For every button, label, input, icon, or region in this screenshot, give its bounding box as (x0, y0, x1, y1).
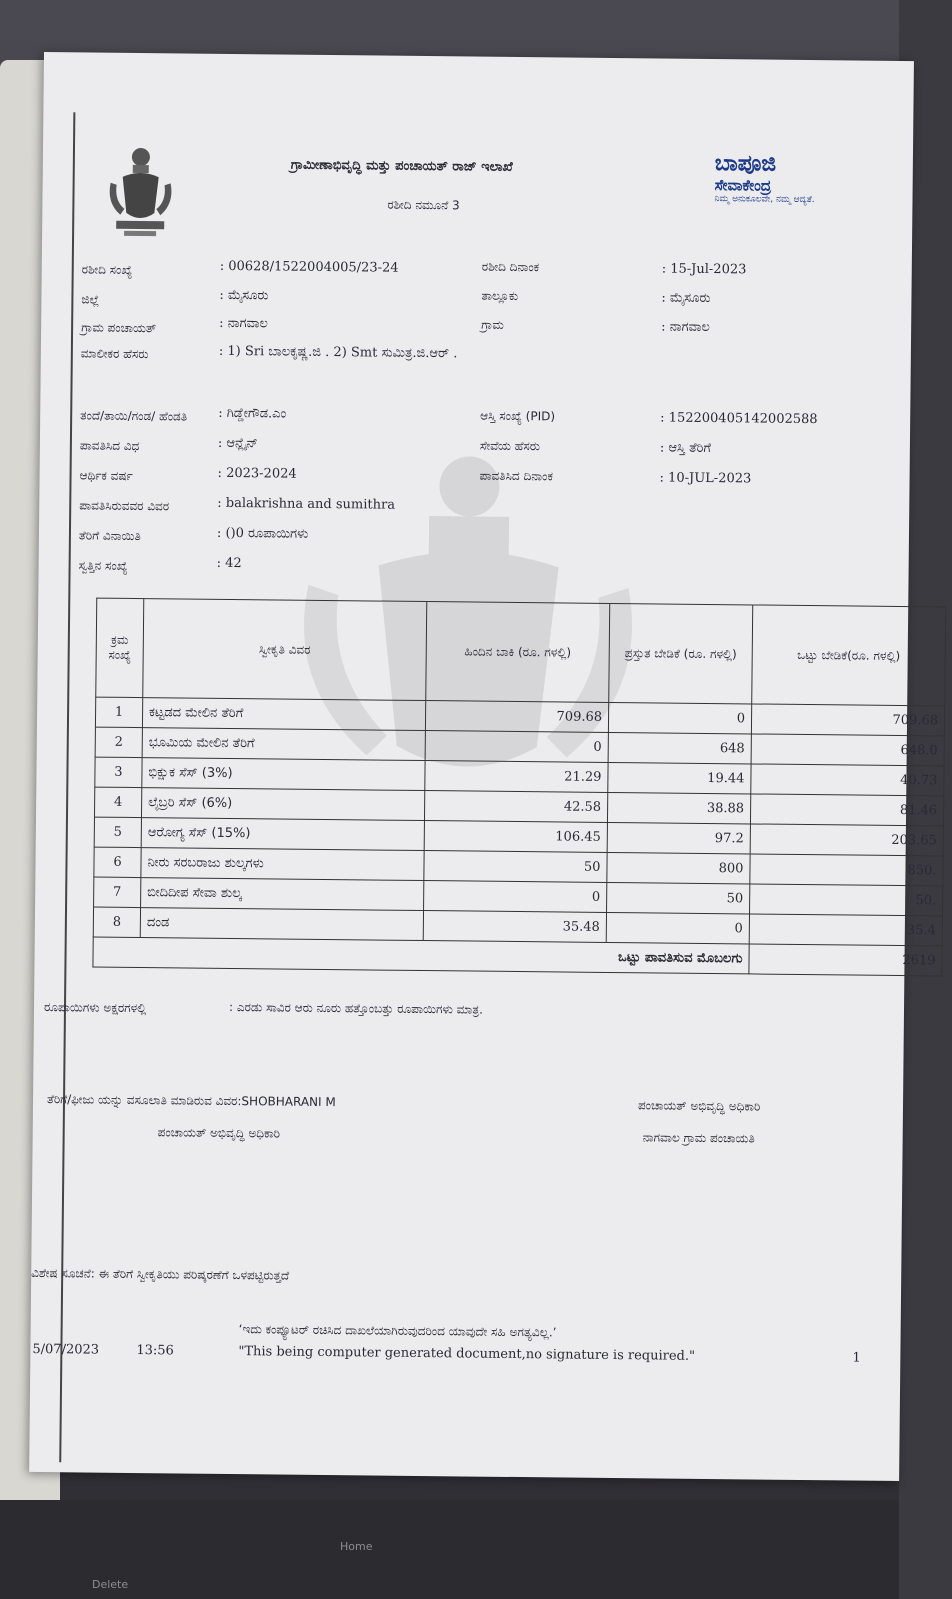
col-desc-header: ಸ್ವೀಕೃತಿ ವಿವರ (143, 599, 427, 701)
row-total: 81.46 (750, 794, 943, 826)
row-sl: 4 (94, 787, 141, 817)
village: : ನಾಗವಾಲ (661, 319, 710, 335)
row-curr: 800 (607, 852, 750, 883)
row-desc: ನೀರು ಸರಬರಾಜು ಶುಲ್ಕಗಳು (141, 848, 424, 881)
row-total: 40.73 (751, 764, 944, 796)
exemption-label: ತೆರಿಗೆ ವಿನಾಯಿತಿ (78, 528, 141, 544)
service-label: ಸೇವೆಯ ಹೆಸರು (479, 438, 541, 454)
row-prev: 50 (424, 851, 607, 883)
exemption: : ()0 ರೂಪಾಯಿಗಳು (216, 525, 309, 542)
property-no-label: ಸ್ವತ್ತಿನ ಸಂಖ್ಯೆ (78, 558, 128, 573)
row-prev: 35.48 (423, 911, 606, 943)
row-desc: ಭೂಮಿಯ ಮೇಲಿನ ತೆರಿಗೆ (142, 728, 425, 761)
pid: : 152200405142002588 (660, 410, 818, 428)
row-desc: ಆರೋಗ್ಯ ಸೆಸ್ (15%) (141, 818, 424, 851)
row-curr: 97.2 (607, 822, 750, 853)
payment-mode: : ಆನ್ಲೈನ್ (217, 435, 259, 452)
receipt-no: : 00628/1522004005/23-24 (219, 258, 399, 276)
col-curr-header: ಪ್ರಸ್ತುತ ಬೇಡಿಕೆ (ರೂ. ಗಳಲ್ಲಿ) (609, 603, 753, 703)
owner: : 1) Sri ಬಾಲಕೃಷ್ಣ.ಜಿ . 2) Smt ಸುಮಿತ್ರ.ಜಿ.ಆರ್ . (218, 343, 458, 362)
row-prev: 106.45 (424, 821, 607, 853)
col-sl-header: ಕ್ರಮ ಸಂಖ್ಯೆ (96, 598, 144, 697)
collector-details: ತೆರಿಗೆ/ಫೀಜು ಯನ್ನು ವಸೂಲಾತಿ ಮಾಡಿರುವ ವಿವರ:SHOBHARANI M (46, 1092, 336, 1110)
form-title: ರಶೀದಿ ನಮೂನೆ 3 (387, 197, 460, 213)
gp-label: ಗ್ರಾಮ ಪಂಚಾಯತ್ (81, 320, 157, 336)
print-time: 13:56 (136, 1343, 174, 1359)
table-header-row (96, 598, 946, 706)
kannada-disclaimer: ‘ಇದು ಕಂಪ್ಯೂಟರ್ ರಚಿಸಿದ ದಾಖಲೆಯಾಗಿರುವುದರಿಂದ ಯಾವುದೇ ಸಹಿ ಅಗತ್ಯವಿಲ್ಲ.’ (238, 1322, 557, 1340)
row-desc: ಕಟ್ಟಡದ ಮೇಲಿನ ತೆರಿಗೆ (142, 698, 425, 731)
row-total: 709.68 (751, 704, 944, 736)
row-prev: 709.68 (425, 701, 608, 733)
row-sl: 8 (93, 907, 140, 937)
receipt-paper (29, 52, 939, 1481)
state-emblem-icon (102, 143, 179, 244)
fin-year-label: ಆರ್ಥಿಕ ವರ್ಷ (79, 468, 133, 483)
officer-role: ಪಂಚಾಯತ್ ಅಭಿವೃದ್ಧಿ ಅಧಿಕಾರಿ (637, 1098, 761, 1114)
gp: : ನಾಗವಾಲ (219, 315, 268, 332)
officer-office: ನಾಗವಾಲ ಗ್ರಾಮ ಪಂಚಾಯತಿ (642, 1130, 755, 1146)
print-date: 5/07/2023 (32, 1341, 100, 1358)
amount-words: : ಎರಡು ಸಾವಿರ ಆರು ನೂರು ಹತ್ತೊಂಬತ್ತು ರೂಪಾಯಿಗಳು ಮಾತ್ರ. (228, 999, 484, 1017)
row-total: 648.0 (751, 734, 944, 766)
father: : ಗಿಡ್ಡೇಗೌಡ.ಎಂ (218, 405, 287, 422)
district-label: ಜಿಲ್ಲೆ (81, 292, 100, 307)
key-home: Home (340, 1540, 373, 1553)
page-number: 1 (852, 1350, 861, 1366)
col-total-header: ಒಟ್ಟು ಬೇಡಿಕೆ(ರೂ. ಗಳಲ್ಲಿ) (752, 605, 946, 706)
row-total: 203.65 (750, 824, 943, 856)
department-title: ಗ್ರಾಮೀಣಾಭಿವೃದ್ಧಿ ಮತ್ತು ಪಂಚಾಯತ್ ರಾಜ್ ಇಲಾಖೆ (290, 157, 513, 175)
row-prev: 21.29 (425, 761, 608, 793)
paid-date-label: ಪಾವತಿಸಿದ ದಿನಾಂಕ (479, 468, 553, 484)
row-total: 35.4 (749, 914, 942, 946)
paid-date: : 10-JUL-2023 (659, 470, 752, 487)
row-prev: 0 (425, 731, 608, 763)
payer: : balakrishna and sumithra (217, 495, 396, 513)
row-curr: 0 (608, 702, 751, 733)
row-desc: ಭಿಕ್ಷುಕ ಸೆಸ್ (3%) (142, 758, 425, 791)
special-note: ವಿಶೇಷ ಸೂಚನೆ: ಈ ತೆರಿಗೆ ಸ್ವೀಕೃತಿಯು ಪರಿಷ್ಕರಣೆಗೆ ಒಳಪಟ್ಟಿರುತ್ತದೆ (31, 1265, 290, 1283)
tax-table (92, 598, 946, 977)
service: : ಆಸ್ತಿ ತೆರಿಗೆ (659, 440, 712, 457)
key-delete: Delete (92, 1578, 129, 1591)
village-label: ಗ್ರಾಮ (481, 317, 504, 332)
brand-tagline: ನಿಮ್ಮ ಅನುಕೂಲವೇ, ನಮ್ಮ ಆದ್ಯತೆ. (714, 194, 815, 206)
brand-subtitle: ಸೇವಾಕೇಂದ್ರ (714, 176, 772, 195)
brand-title: ಬಾಪೂಜಿ (714, 151, 777, 177)
row-desc: ಲೈಬ್ರರಿ ಸೆಸ್ (6%) (141, 788, 424, 821)
row-sl: 3 (95, 757, 142, 787)
row-sl: 1 (95, 697, 142, 727)
row-total: 850. (750, 854, 943, 886)
row-prev: 42.58 (424, 791, 607, 823)
keyboard-area (0, 1500, 899, 1599)
grand-total-label: ಒಟ್ಟು ಪಾವತಿಸುವ ಮೊಬಲಗು (93, 937, 749, 974)
receipt-no-label: ರಶೀದಿ ಸಂಖ್ಯೆ (81, 262, 133, 277)
row-curr: 50 (607, 882, 750, 913)
row-sl: 7 (94, 877, 141, 907)
row-desc: ಬೀದಿದೀಪ ಸೇವಾ ಶುಲ್ಕ (141, 878, 424, 911)
row-sl: 5 (94, 817, 141, 847)
col-prev-header: ಹಿಂದಿನ ಬಾಕಿ (ರೂ. ಗಳಲ್ಲಿ) (426, 602, 610, 703)
owner-label: ಮಾಲೀಕರ ಹೆಸರು (80, 346, 149, 362)
payment-mode-label: ಪಾವತಿಸಿದ ವಿಧ (79, 438, 140, 454)
district: : ಮೈಸೂರು (219, 287, 269, 304)
pid-label: ಆಸ್ತಿ ಸಂಖ್ಯೆ (PID) (480, 408, 556, 424)
fin-year: : 2023-2024 (217, 465, 297, 482)
english-disclaimer: "This being computer generated document,no signature is required." (238, 1344, 696, 1364)
row-sl: 2 (95, 727, 142, 757)
row-curr: 0 (606, 912, 749, 943)
property-no: : 42 (216, 555, 242, 572)
father-label: ತಂದೆ/ತಾಯಿ/ಗಂಡ/ ಹೆಂಡತಿ (80, 408, 188, 424)
row-sl: 6 (94, 847, 141, 877)
amount-words-label: ರೂಪಾಯಿಗಳು ಅಕ್ಷರಗಳಲ್ಲಿ (43, 1000, 147, 1016)
brand-logo (714, 151, 865, 206)
collector-role: ಪಂಚಾಯತ್ ಅಭಿವೃದ್ಧಿ ಅಧಿಕಾರಿ (157, 1125, 281, 1141)
row-curr: 648 (608, 732, 751, 763)
row-total: 50. (750, 884, 943, 916)
row-desc: ದಂಡ (140, 908, 423, 941)
taluk-label: ತಾಲ್ಲೂಕು (481, 288, 519, 303)
row-prev: 0 (424, 881, 607, 913)
taluk: : ಮೈಸೂರು (661, 290, 711, 306)
payer-label: ಪಾವತಿಸಿರುವವರ ವಿವರ (79, 498, 170, 514)
receipt-date-label: ರಶೀದಿ ದಿನಾಂಕ (481, 259, 540, 275)
receipt-date: : 15-Jul-2023 (661, 261, 747, 278)
row-curr: 38.88 (607, 792, 750, 823)
row-curr: 19.44 (608, 762, 751, 793)
grand-total: 2619 (749, 944, 942, 976)
